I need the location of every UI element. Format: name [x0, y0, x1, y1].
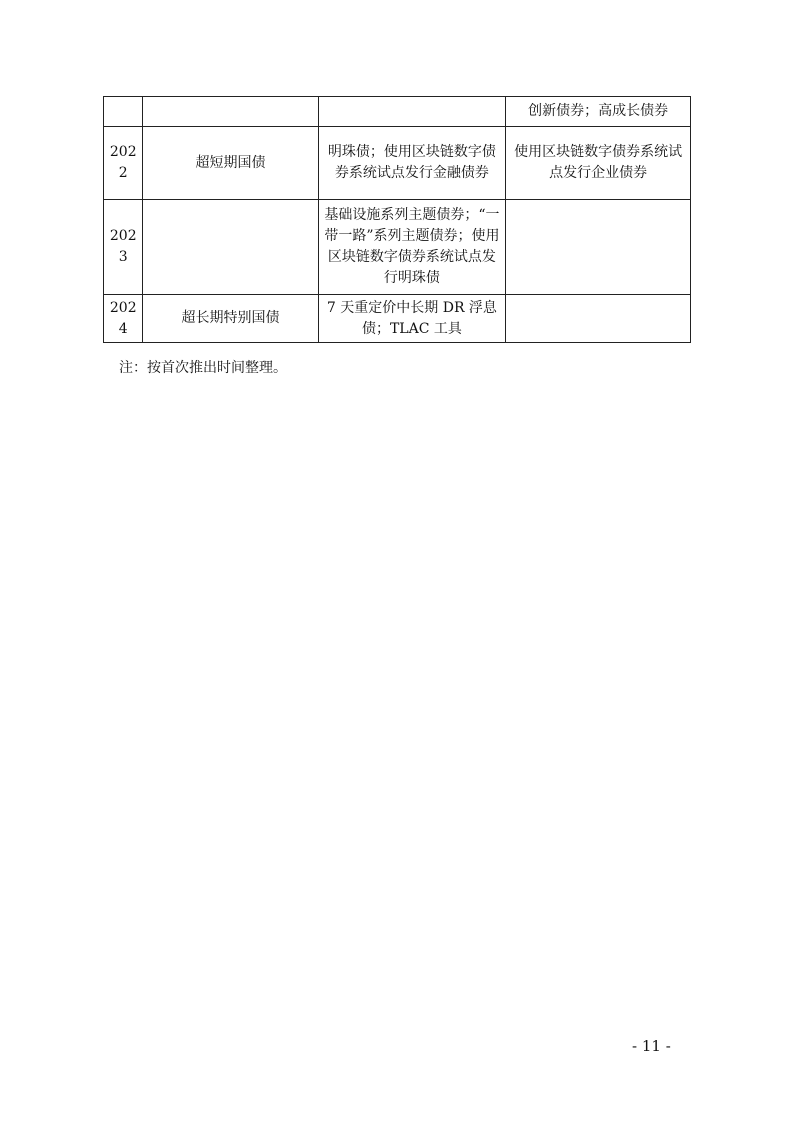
corporate-bond-cell — [506, 295, 691, 343]
table-row — [104, 295, 691, 343]
financial-bond-cell: 明珠债；使用区块链数字债券系统试点发行金融债券 — [318, 127, 506, 200]
bond-innovation-table — [103, 96, 691, 343]
financial-bond-cell — [318, 97, 506, 127]
table-row — [104, 200, 691, 295]
corporate-bond-cell: 使用区块链数字债券系统试点发行企业债券 — [506, 127, 691, 200]
treasury-bond-cell — [143, 97, 318, 127]
treasury-bond-cell: 超长期特别国债 — [143, 295, 318, 343]
table-row — [104, 97, 691, 127]
table-row — [104, 127, 691, 200]
year-cell — [104, 97, 143, 127]
treasury-bond-cell — [143, 200, 318, 295]
year-cell: 2024 — [104, 295, 143, 343]
table-note: 注：按首次推出时间整理。 — [119, 360, 287, 376]
financial-bond-cell: 7 天重定价中长期 DR 浮息债；TLAC 工具 — [318, 295, 506, 343]
year-cell: 2022 — [104, 127, 143, 200]
financial-bond-cell: 基础设施系列主题债券；“一带一路”系列主题债券；使用区块链数字债券系统试点发行明珠债 — [318, 200, 506, 295]
year-cell: 2023 — [104, 200, 143, 295]
page-number: - 11 - — [632, 1037, 671, 1055]
corporate-bond-cell: 创新债券；高成长债券 — [506, 97, 691, 127]
treasury-bond-cell: 超短期国债 — [143, 127, 318, 200]
corporate-bond-cell — [506, 200, 691, 295]
